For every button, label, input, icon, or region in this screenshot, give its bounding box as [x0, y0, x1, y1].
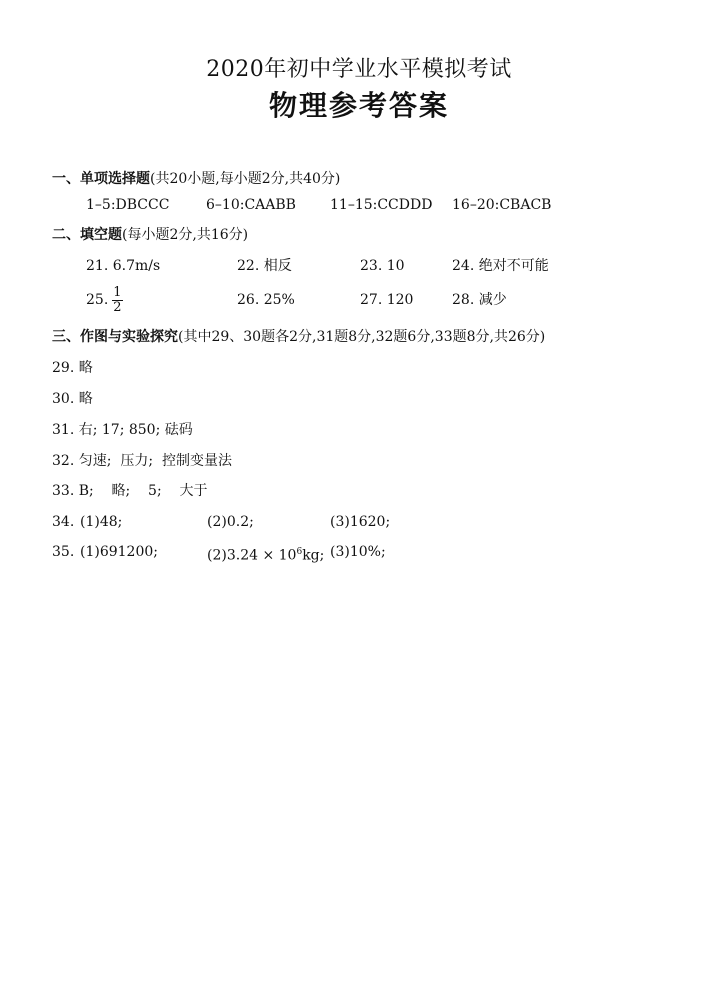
answer-35-part2	[207, 543, 324, 565]
section2-note: (每小题2分,共16分)	[122, 227, 249, 243]
answer-34-part1: (1)48;	[80, 514, 123, 530]
answer-25-fraction	[112, 286, 122, 315]
section3-heading	[52, 328, 545, 346]
answer-33: 33. B; 略; 5; 大于	[52, 483, 208, 499]
answer-key-title: 物理参考答案	[268, 89, 449, 122]
answer-25	[86, 284, 123, 316]
exam-title: 2020年初中学业水平模拟考试	[206, 57, 512, 82]
answer-27: 27. 120	[360, 292, 414, 308]
answer-30: 30. 略	[52, 391, 93, 407]
mc-answers-1-5: 1–5:DBCCC	[86, 197, 170, 213]
fraction-numerator: 1	[113, 284, 122, 300]
answer-22: 22. 相反	[237, 258, 292, 274]
answer-23: 23. 10	[360, 258, 405, 274]
section1-note: (共20小题,每小题2分,共40分)	[150, 171, 341, 187]
mc-answers-11-15: 11–15:CCDDD	[330, 197, 433, 213]
answer-35-part2-base: (2)3.24 × 10	[207, 547, 297, 564]
answer-35-part2-exponent: 6	[296, 547, 303, 557]
section1-title: 一、单项选择题	[52, 171, 150, 187]
section3-title: 三、作图与实验探究	[52, 329, 178, 345]
answer-31: 31. 右; 17; 850; 砝码	[52, 422, 193, 438]
fraction-denominator: 2	[113, 299, 122, 315]
answer-25-label: 25.	[86, 292, 109, 308]
section3-note: (其中29、30题各2分,31题8分,32题6分,33题8分,共26分)	[178, 329, 546, 345]
answer-35-part3: (3)10%;	[330, 544, 386, 560]
section2-heading	[52, 226, 248, 244]
answer-34-part2: (2)0.2;	[207, 514, 254, 530]
answer-35-part1: (1)691200;	[80, 544, 158, 560]
answer-24: 24. 绝对不可能	[452, 258, 549, 274]
section2-title: 二、填空题	[52, 227, 122, 243]
section1-heading	[52, 170, 340, 188]
mc-answers-6-10: 6–10:CAABB	[206, 197, 296, 213]
mc-answers-16-20: 16–20:CBACB	[452, 197, 552, 213]
answer-29: 29. 略	[52, 360, 93, 376]
answer-34-part3: (3)1620;	[330, 514, 391, 530]
answer-35-part2-unit: kg;	[302, 547, 325, 564]
answer-26: 26. 25%	[237, 292, 295, 308]
answer-28: 28. 减少	[452, 292, 507, 308]
answer-34-label: 34.	[52, 514, 75, 530]
answer-21: 21. 6.7m/s	[86, 258, 161, 274]
answer-32: 32. 匀速; 压力; 控制变量法	[52, 453, 232, 469]
answer-35-label: 35.	[52, 544, 75, 560]
